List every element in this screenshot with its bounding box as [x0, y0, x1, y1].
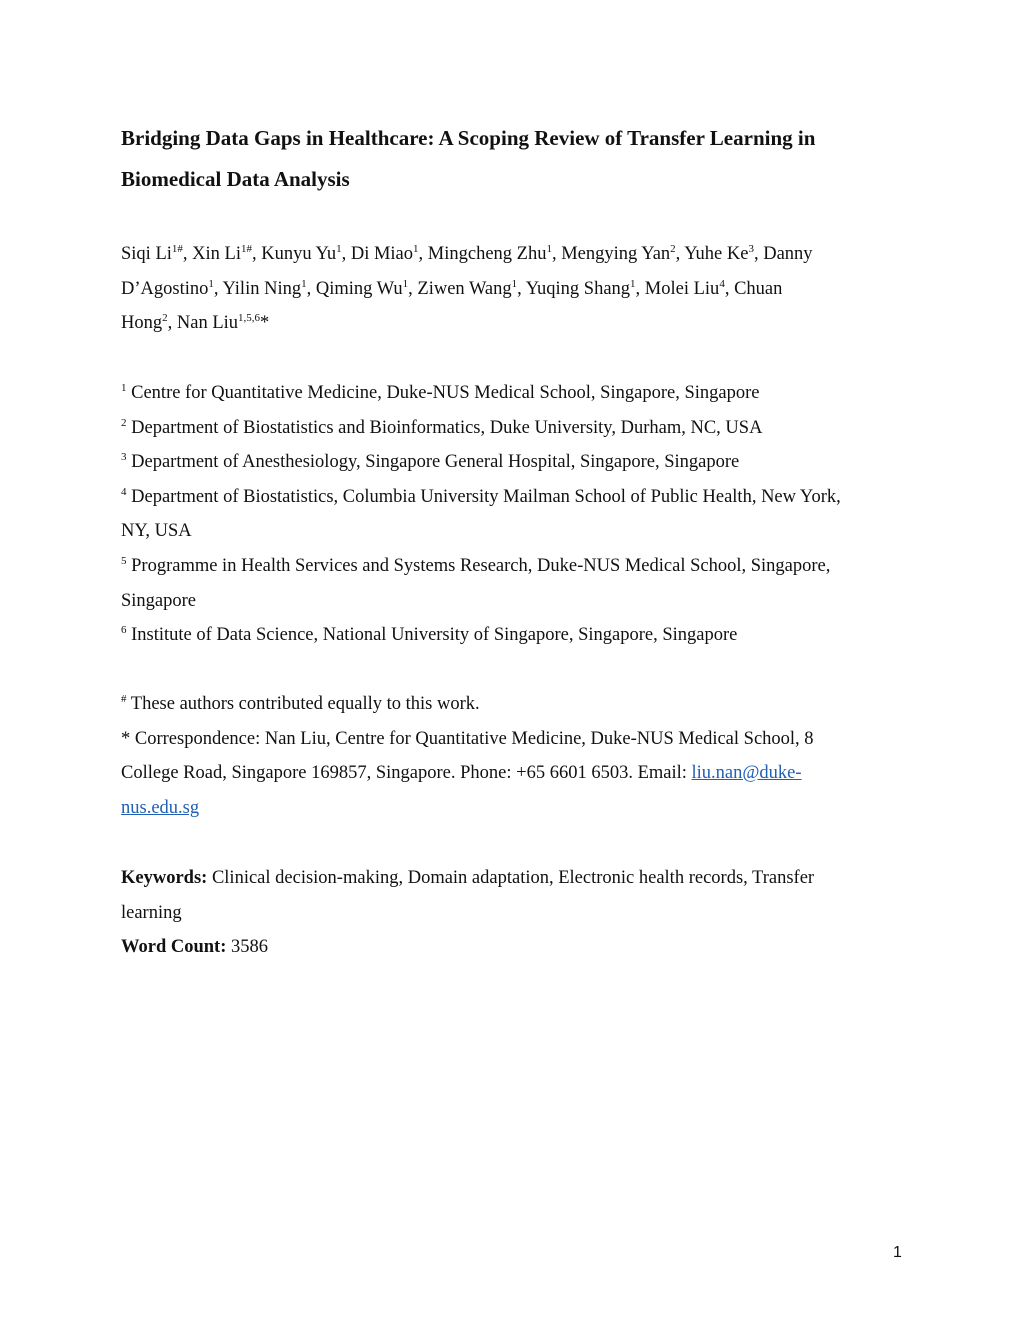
- title-line-1: Bridging Data Gaps in Healthcare: A Scoping Review of Transfer Learning in: [121, 126, 816, 150]
- author-name: Nan Liu: [176, 313, 239, 334]
- author-affiliation-sup: 2: [670, 243, 676, 255]
- equal-contribution-mark: #: [121, 693, 127, 705]
- author-name: Chuan: [734, 278, 783, 299]
- affiliation-number: 6: [121, 624, 127, 637]
- author-name: Yuqing Shang: [525, 278, 631, 299]
- corresponding-mark: *: [260, 313, 270, 334]
- keywords-label: Keywords:: [121, 868, 208, 888]
- equal-contribution-note: [121, 687, 911, 722]
- author-affiliation-sup: 1,5,6: [238, 312, 261, 325]
- author-affiliation-sup: 1: [402, 277, 409, 290]
- author-line: D’Agostino$^1$, Yilin Ning$^1$, Qiming Wu$^1$, Ziwen Wang$^1$, Yuqing Shang$^1$, Molei Liu$^4$, Chuan: [121, 277, 783, 299]
- email-link-continuation[interactable]: nus.edu.sg: [121, 797, 200, 818]
- author-name: Ziwen Wang: [417, 278, 512, 299]
- affiliation-text: Programme in Health Services and Systems Research, Duke-NUS Medical School, Singapore,: [131, 555, 831, 576]
- affiliation-item: [121, 549, 911, 584]
- affiliation-number: 1: [121, 382, 127, 394]
- author-name: Xin Li: [192, 244, 241, 264]
- correspondence-line-2: [121, 756, 911, 791]
- word-count-line: [121, 930, 911, 965]
- author-affiliation-sup: 1#: [240, 243, 252, 255]
- keywords-text: Clinical decision-making, Domain adaptation, Electronic health records, Transfer: [207, 868, 815, 888]
- correspondence-text: College Road, Singapore 169857, Singapore. Phone: +65 6601 6503. Email:: [121, 763, 692, 784]
- affiliation-text: Department of Biostatistics, Columbia University Mailman School of Public Health, New York,: [131, 486, 841, 507]
- author-affiliation-sup: 1: [546, 243, 552, 255]
- keywords-section: [121, 861, 911, 965]
- author-list: [121, 237, 911, 341]
- author-name: Kunyu Yu: [261, 244, 337, 264]
- affiliation-continuation: NY, USA: [121, 521, 192, 542]
- affiliation-text: Department of Anesthesiology, Singapore General Hospital, Singapore, Singapore: [131, 452, 740, 473]
- author-affiliation-sup: 3: [748, 243, 754, 255]
- affiliation-item: [121, 411, 911, 446]
- author-name: Yilin Ning: [222, 278, 302, 299]
- affiliation-text: Institute of Data Science, National University of Singapore, Singapore, Singapore: [131, 625, 738, 646]
- affiliation-text: Department of Biostatistics and Bioinformatics, Duke University, Durham, NC, USA: [131, 417, 763, 438]
- word-count-value: 3586: [226, 937, 268, 958]
- author-name: Mengying Yan: [561, 244, 671, 264]
- affiliation-item: [121, 480, 911, 515]
- keywords-continuation: learning: [121, 902, 182, 923]
- author-name: D’Agostino: [121, 278, 209, 299]
- author-affiliation-sup: 2: [162, 312, 168, 325]
- correspondence-line-1: * Correspondence: Nan Liu, Centre for Quantitative Medicine, Duke-NUS Medical School, 8: [121, 728, 814, 749]
- title-line-2: Biomedical Data Analysis: [121, 167, 350, 191]
- correspondence-line-3: [121, 791, 911, 826]
- author-affiliation-sup: 1#: [171, 243, 183, 255]
- author-name: Molei Liu: [644, 278, 720, 299]
- author-line: Hong$^2$, Nan Liu$^{1,5,6}$*: [121, 312, 270, 334]
- page-number: 1: [893, 1244, 902, 1261]
- author-affiliation-sup: 1: [301, 277, 307, 290]
- author-affiliation-sup: 1: [630, 277, 636, 290]
- paper-title: [121, 118, 911, 200]
- word-count-label: Word Count:: [121, 937, 227, 958]
- author-name: Yuhe Ke: [684, 244, 749, 264]
- author-notes: [121, 687, 911, 825]
- author-affiliation-sup: 4: [719, 277, 725, 290]
- email-link[interactable]: liu.nan@duke-: [691, 763, 802, 784]
- author-affiliation-sup: 1: [413, 243, 419, 255]
- author-line: Siqi $Li^{1\#}$, Xin $Li^{1\#}$, Kunyu Yu$^1$, Di Miao$^1$, Mingcheng Zhu$^1$, Mengying Yan$^2$, Yuhe Ke$^3$, Danny: [121, 243, 813, 264]
- affiliation-item: [121, 376, 911, 411]
- author-name: Di Miao: [350, 244, 414, 264]
- affiliation-item: [121, 445, 911, 480]
- affiliation-continuation: Singapore: [121, 590, 197, 611]
- affiliation-number: 4: [121, 485, 127, 498]
- affiliation-text: Centre for Quantitative Medicine, Duke-NUS Medical School, Singapore, Singapore: [131, 383, 760, 403]
- author-name: Siqi Li: [121, 244, 172, 264]
- author-name: Qiming Wu: [315, 278, 403, 299]
- affiliation-number: 3: [121, 451, 127, 464]
- affiliation-number: 2: [121, 416, 127, 429]
- affiliation-number: 5: [121, 554, 127, 567]
- author-affiliation-sup: 1: [336, 243, 342, 255]
- equal-contribution-text: These authors contributed equally to this work.: [130, 694, 480, 714]
- keywords-line: [121, 861, 911, 896]
- affiliation-item: [121, 618, 911, 653]
- author-affiliation-sup: 1: [208, 277, 214, 290]
- author-name: Danny: [763, 244, 813, 264]
- author-name: Mingcheng Zhu: [427, 244, 547, 264]
- affiliation-list: [121, 376, 911, 653]
- author-affiliation-sup: 1: [511, 277, 518, 290]
- author-name: Hong: [121, 313, 163, 334]
